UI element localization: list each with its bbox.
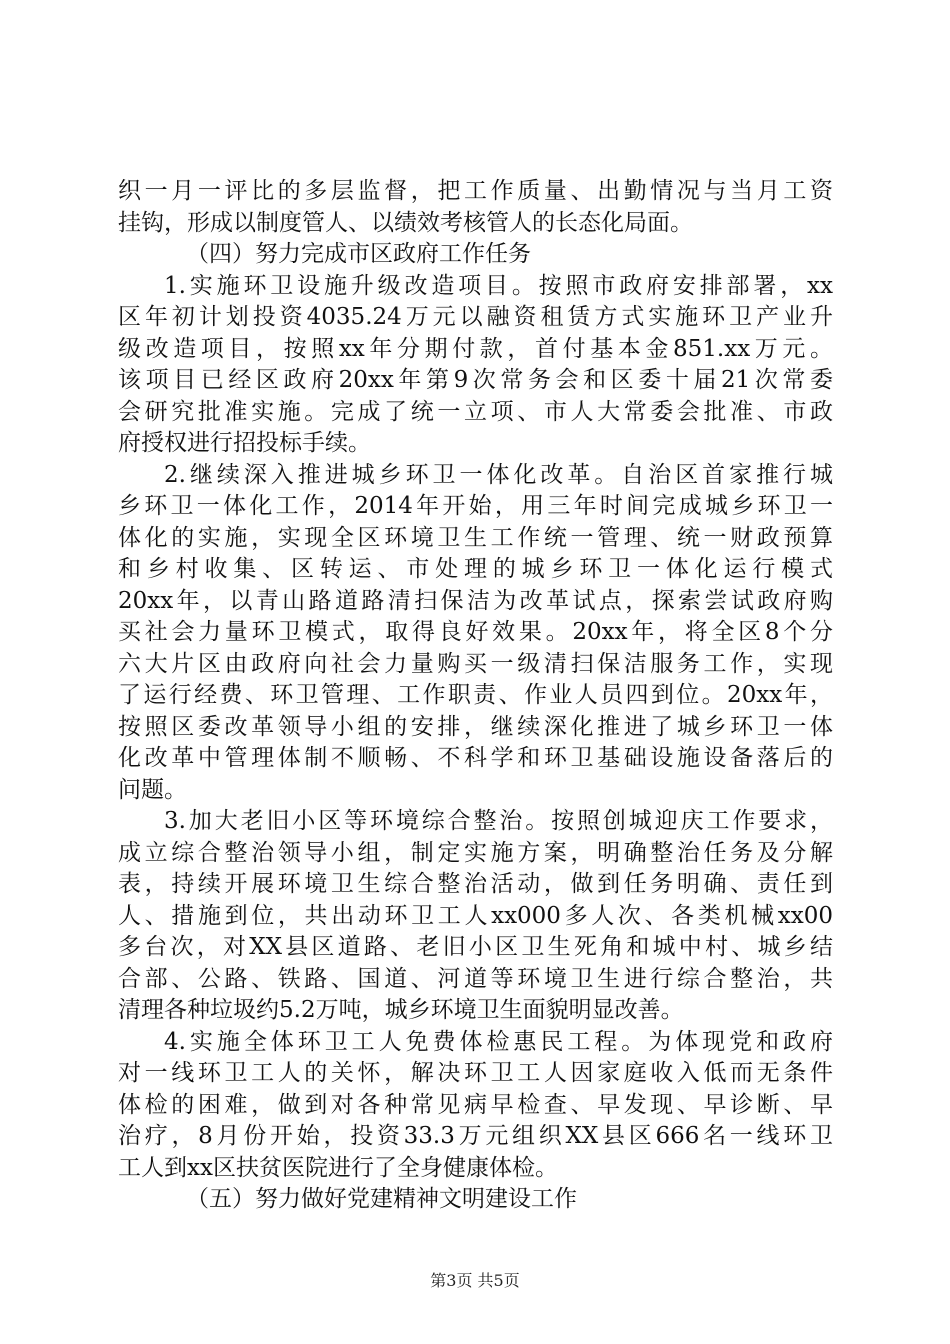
paragraph <box>118 176 833 239</box>
paragraph <box>118 271 833 460</box>
text-line: 和乡村收集、区转运、市处理的城乡环卫一体化运行模式 <box>118 556 833 582</box>
text-line: 买社会力量环卫模式，取得良好效果。20xx年，将全区8个分 <box>118 619 833 645</box>
section-heading <box>118 239 833 271</box>
text-line: 20xx年，以青山路道路清扫保洁为改革试点，探索尝试政府购 <box>118 587 833 614</box>
page-footer: 第3页 共5页 <box>430 1271 520 1290</box>
text-line: 区年初计划投资4035.24万元以融资租赁方式实施环卫产业升 <box>118 304 833 330</box>
text-line: 六大片区由政府向社会力量购买一级清扫保洁服务工作，实现 <box>118 650 833 677</box>
text-line: 体检的困难，做到对各种常见病早检查、早发现、早诊断、早 <box>118 1091 833 1118</box>
text-line: 乡环卫一体化工作，2014年开始，用三年时间完成城乡环卫一 <box>118 493 833 519</box>
text-line: 体化的实施，实现全区环境卫生工作统一管理、统一财政预算 <box>118 524 833 551</box>
body-text <box>118 176 833 1216</box>
text-line: 会研究批准实施。完成了统一立项、市人大常委会批准、市政 <box>118 398 833 425</box>
text-line: 了运行经费、环卫管理、工作职责、作业人员四到位。20xx年， <box>118 682 833 708</box>
text-line: 级改造项目，按照xx年分期付款，首付基本金851.xx万元。 <box>118 335 833 362</box>
text-line: 清理各种垃圾约5.2万吨，城乡环境卫生面貌明显改善。 <box>118 997 684 1023</box>
text-line: 工人到xx区扶贫医院进行了全身健康体检。 <box>118 1154 558 1181</box>
text-line: 按照区委改革领导小组的安排，继续深化推进了城乡环卫一体 <box>118 713 833 740</box>
text-line: （五）努力做好党建精神文明建设工作 <box>186 1186 577 1212</box>
paragraph <box>118 1027 833 1185</box>
text-line: 该项目已经区政府20xx年第9次常务会和区委十届21次常委 <box>118 367 833 393</box>
text-line: 3.加大老旧小区等环境综合整治。按照创城迎庆工作要求， <box>164 808 833 834</box>
paragraph <box>118 460 833 807</box>
text-line: 挂钩，形成以制度管人、以绩效考核管人的长态化局面。 <box>118 209 693 236</box>
text-line: （四）努力完成市区政府工作任务 <box>186 241 531 267</box>
text-line: 化改革中管理体制不顺畅、不科学和环卫基础设施设备落后的 <box>118 745 833 771</box>
text-line: 成立综合整治领导小组，制定实施方案，明确整治任务及分解 <box>118 839 833 866</box>
text-line: 2.继续深入推进城乡环卫一体化改革。自治区首家推行城 <box>164 461 833 488</box>
text-line: 4.实施全体环卫工人免费体检惠民工程。为体现党和政府 <box>164 1028 833 1055</box>
text-line: 多台次，对XX县区道路、老旧小区卫生死角和城中村、城乡结 <box>118 934 833 960</box>
text-line: 织一月一评比的多层监督，把工作质量、出勤情况与当月工资 <box>118 178 833 204</box>
text-line: 问题。 <box>118 776 187 803</box>
text-line: 合部、公路、铁路、国道、河道等环境卫生进行综合整治，共 <box>118 965 833 992</box>
text-line: 表，持续开展环境卫生综合整治活动，做到任务明确、责任到 <box>118 871 833 897</box>
paragraph <box>118 806 833 1027</box>
text-line: 治疗，8月份开始，投资33.3万元组织XX县区666名一线环卫 <box>118 1123 833 1149</box>
text-line: 对一线环卫工人的关怀，解决环卫工人因家庭收入低而无条件 <box>118 1060 833 1086</box>
text-line: 人、措施到位，共出动环卫工人xx000多人次、各类机械xx00 <box>118 902 833 929</box>
text-line: 府授权进行招投标手续。 <box>118 430 371 456</box>
text-line: 1.实施环卫设施升级改造项目。按照市政府安排部署，xx <box>164 272 833 299</box>
section-heading <box>118 1184 833 1216</box>
